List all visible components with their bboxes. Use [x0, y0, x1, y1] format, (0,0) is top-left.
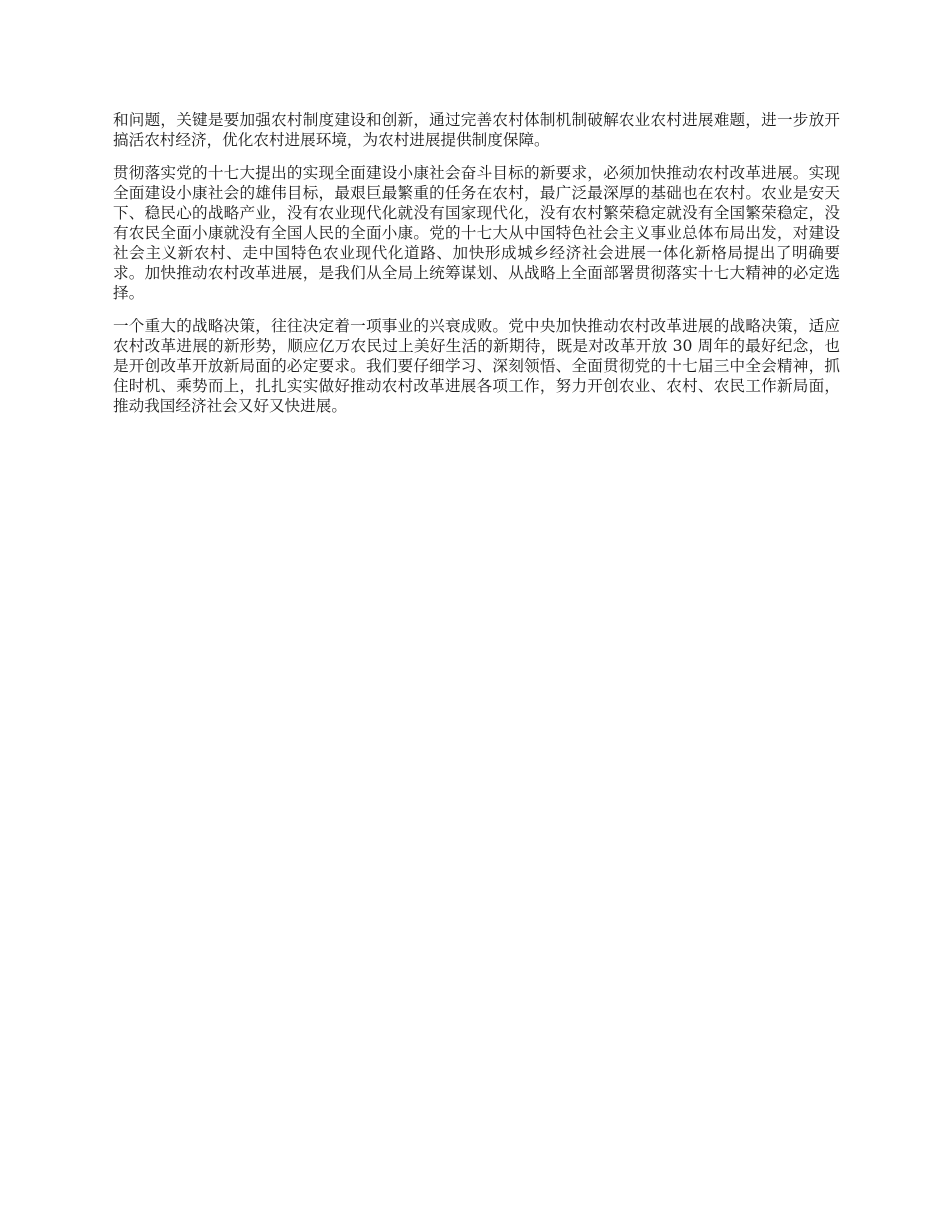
paragraph-2: 贯彻落实党的十七大提出的实现全面建设小康社会奋斗目标的新要求，必须加快推动农村改革进展。实现全面建设小康社会的雄伟目标，最艰巨最繁重的任务在农村，最广泛最深厚的基础也在农村。农业是安天下、稳民心的战略产业，没有农业现代化就没有国家现代化，没有农村繁荣稳定就没有全国繁荣稳定，没有农民全面小康就没有全国人民的全面小康。党的十七大从中国特色社会主义事业总体布局出发，对建设社会主义新农村、走中国特色农业现代化道路、加快形成城乡经济社会进展一体化新格局提出了明确要求。加快推动农村改革进展，是我们从全局上统筹谋划、从战略上全面部署贯彻落实十七大精神的必定选择。: [113, 164, 840, 302]
paragraph-1: 和问题，关键是要加强农村制度建设和创新，通过完善农村体制机制破解农业农村进展难题，进一步放开搞活农村经济，优化农村进展环境，为农村进展提供制度保障。: [113, 111, 840, 149]
document-body: [113, 110, 840, 429]
paragraph-3: 一个重大的战略决策，往往决定着一项事业的兴衰成败。党中央加快推动农村改革进展的战略决策，适应农村改革进展的新形势，顺应亿万农民过上美好生活的新期待，既是对改革开放 30 周年的最好纪念，也是开创改革开放新局面的必定要求。我们要仔细学习、深刻领悟、全面贯彻党的十七届三中全会精神，抓住时机、乘势而上，扎扎实实做好推动农村改革进展各项工作，努力开创农业、农村、农民工作新局面，推动我国经济社会又好又快进展。: [113, 317, 840, 415]
